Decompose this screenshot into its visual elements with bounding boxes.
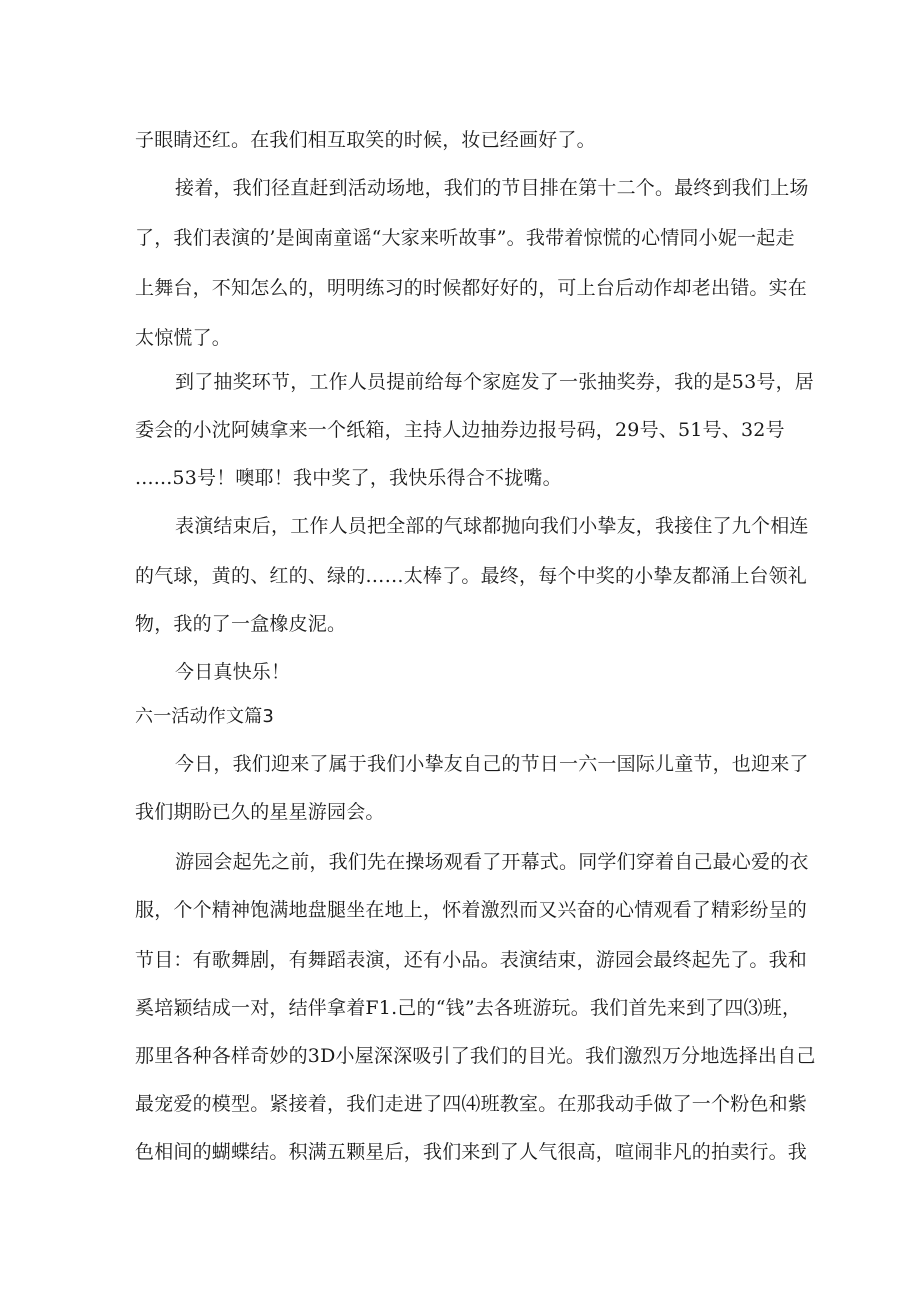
text-line: 色相间的蝴蝶结。积满五颗星后，我们来到了人气很高，喧闹非凡的拍卖行。我 — [135, 1141, 808, 1163]
text-line: 了，我们表演的’是闽南童谣“大家来听故事”。我带着惊慌的心情同小妮一起走 — [135, 227, 795, 249]
text-line: 服，个个精神饱满地盘腿坐在地上，怀着激烈而又兴奋的心情观看了精彩纷呈的 — [135, 899, 808, 921]
text-line: 委会的小沈阿姨拿来一个纸箱，主持人边抽券边报号码，29号、51号、32号 — [135, 419, 785, 441]
text-line: 物，我的了一盒橡皮泥。 — [135, 613, 347, 635]
text-line: 那里各种各样奇妙的3D小屋深深吸引了我们的目光。我们激烈万分地选择出自己 — [135, 1045, 816, 1067]
paragraph-line: 今日，我们迎来了属于我们小挚友自己的节日一六一国际儿童节，也迎来了 — [175, 753, 809, 775]
text-line: 太惊慌了。 — [135, 327, 232, 349]
text-line: ......53号！噢耶！我中奖了，我快乐得合不拢嘴。 — [135, 467, 562, 489]
text-line: 奚培颖结成一对，结伴拿着F1.己的“钱”去各班游玩。我们首先来到了四⑶班， — [135, 997, 802, 1019]
text-line: 的气球，黄的、红的、绿的……太棒了。最终，每个中奖的小挚友都涌上台领礼 — [135, 565, 808, 587]
text-line: 上舞台，不知怎么的，明明练习的时候都好好的，可上台后动作却老出错。实在 — [135, 277, 808, 299]
text-line: 子眼睛还红。在我们相互取笑的时候，妆已经画好了。 — [135, 129, 596, 151]
paragraph-line: 接着，我们径直赶到活动场地，我们的节目排在第十二个。最终到我们上场 — [175, 177, 809, 199]
paragraph-line: 游园会起先之前，我们先在操场观看了开幕式。同学们穿着自己最心爱的衣 — [175, 851, 809, 873]
text-line: 我们期盼已久的星星游园会。 — [135, 801, 385, 823]
section-heading: 六一活动作文篇3 — [135, 706, 275, 727]
paragraph-line: 到了抽奖环节，工作人员提前给每个家庭发了一张抽奖券，我的是53号，居 — [175, 371, 814, 393]
paragraph-line: 今日真快乐！ — [175, 661, 291, 683]
text-line: 最宠爱的模型。紧接着，我们走进了四⑷班教室。在那我动手做了一个粉色和紫 — [135, 1093, 808, 1115]
text-line: 节目：有歌舞剧，有舞蹈表演，还有小品。表演结束，游园会最终起先了。我和 — [135, 949, 808, 971]
paragraph-line: 表演结束后，工作人员把全部的气球都抛向我们小挚友，我接住了九个相连 — [175, 515, 809, 537]
